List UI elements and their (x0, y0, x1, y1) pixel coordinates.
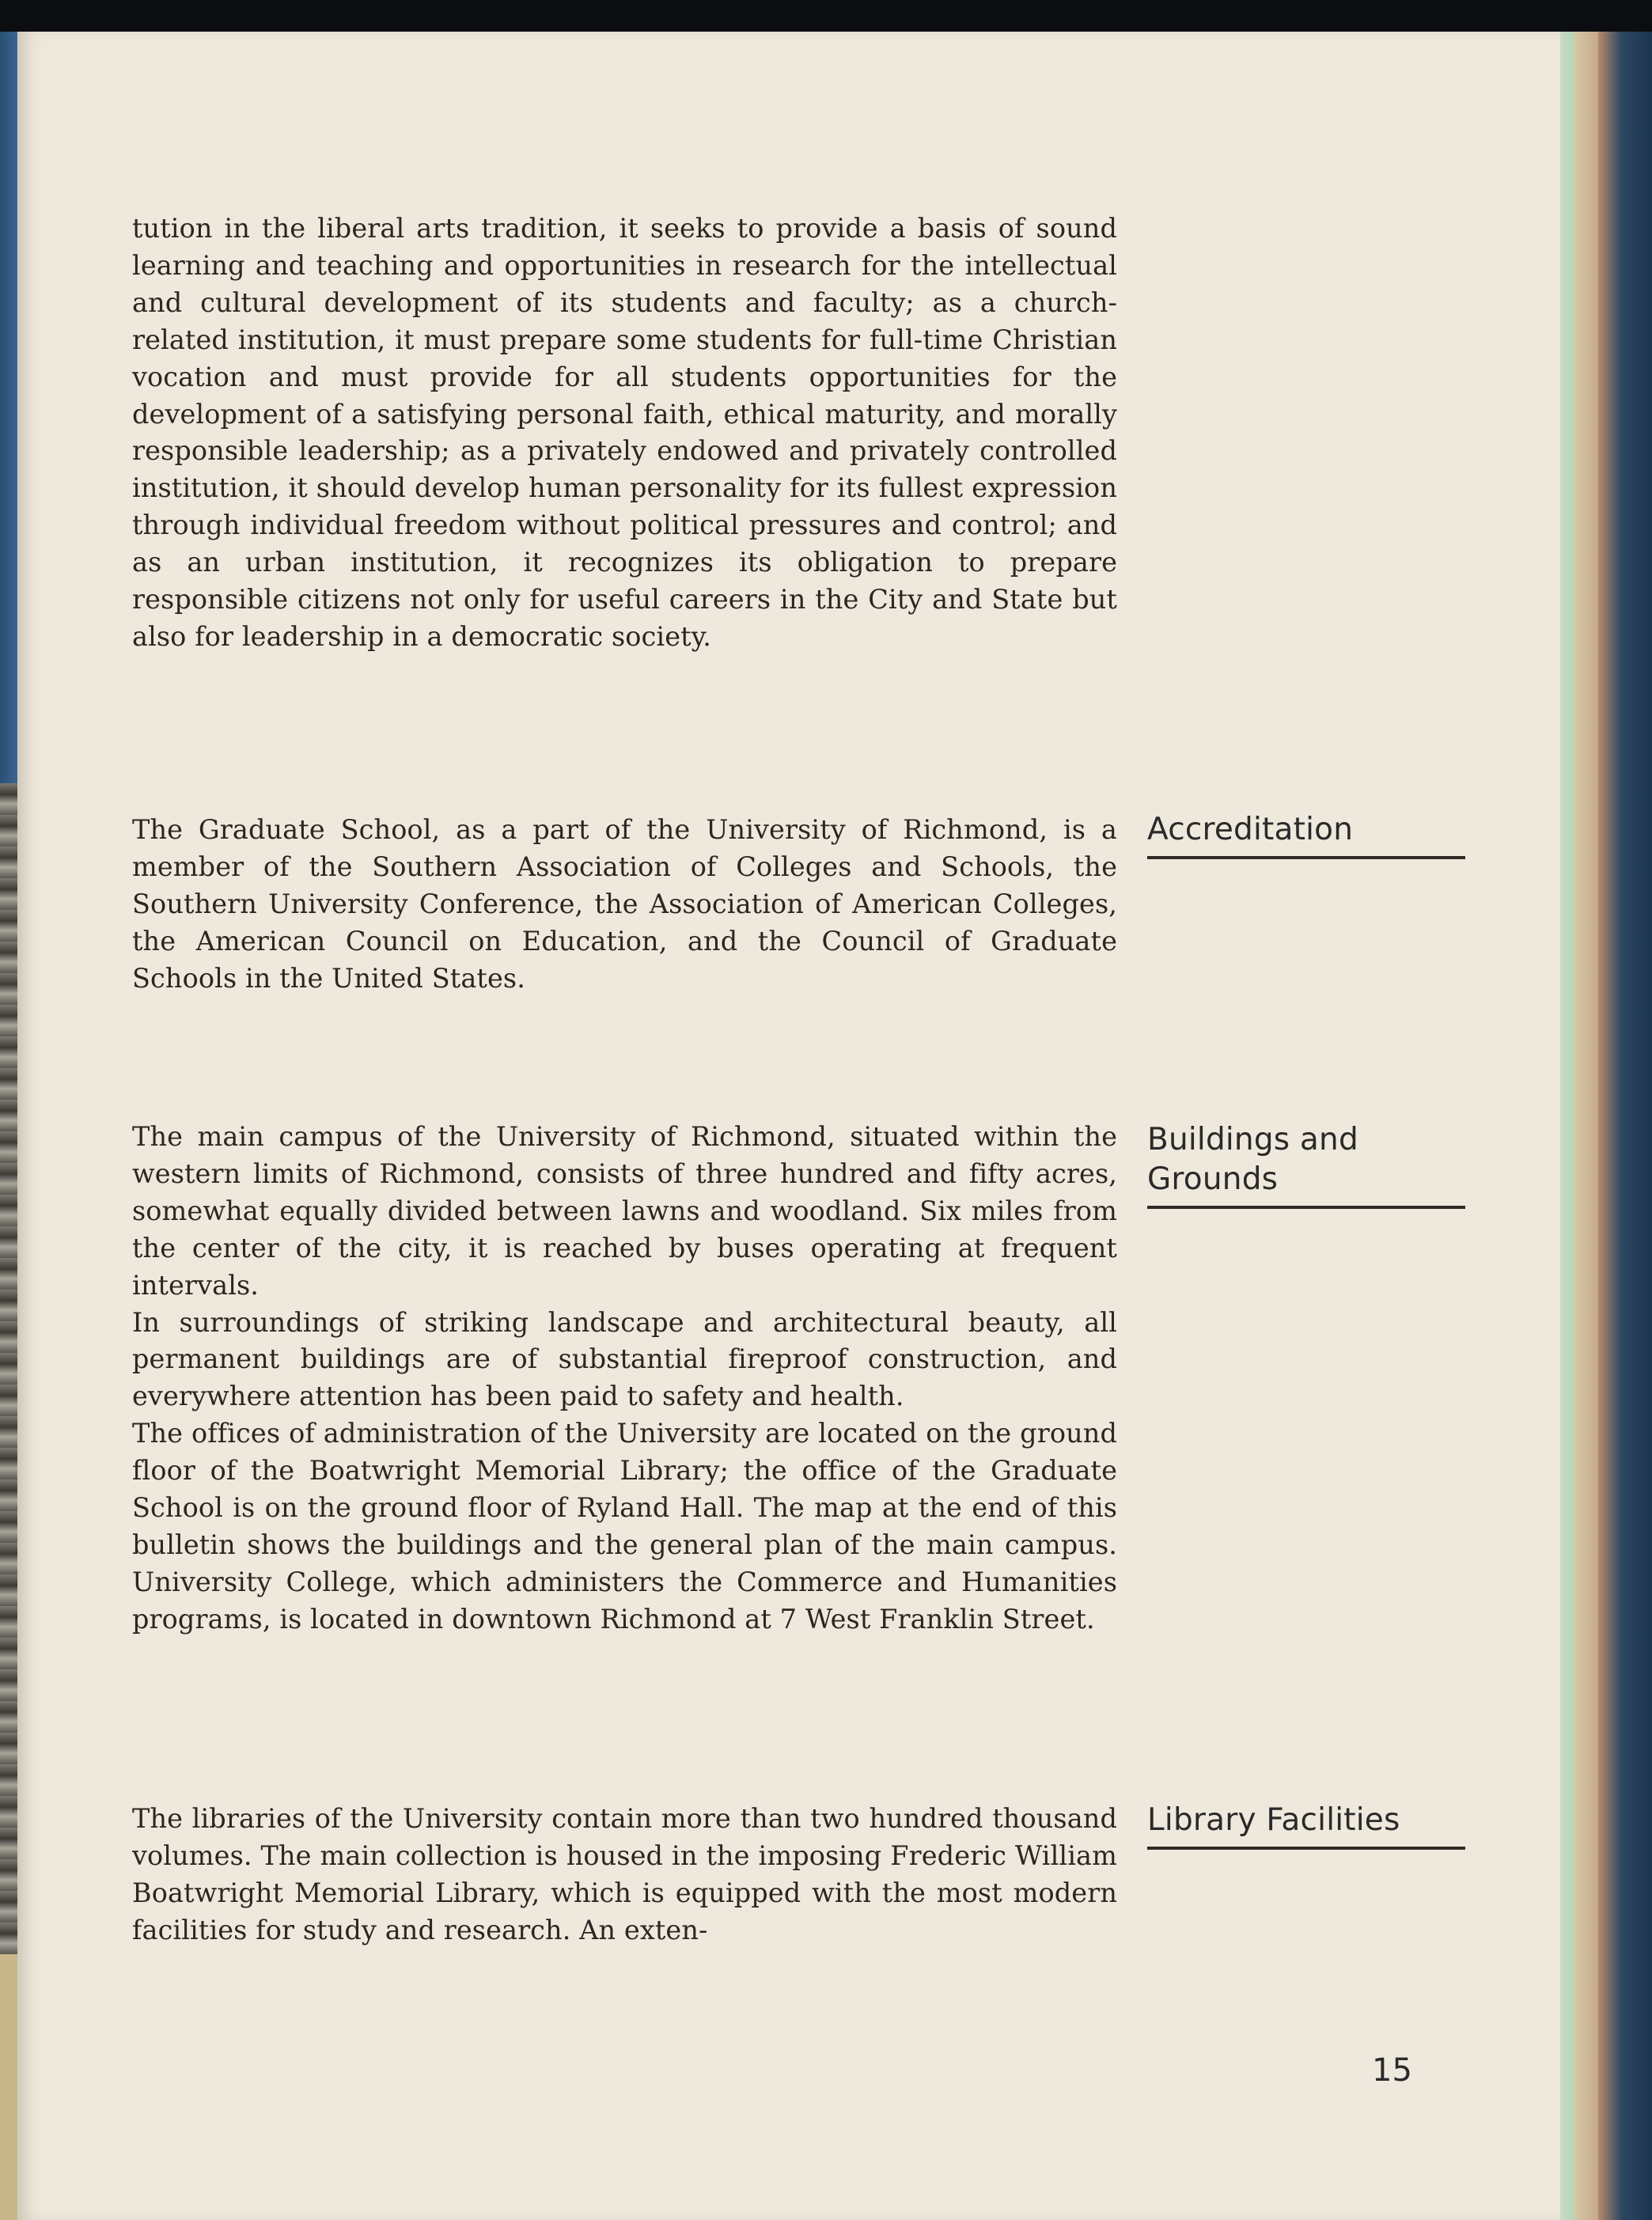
book-page (17, 32, 1560, 2220)
accreditation-section (132, 812, 1117, 998)
page-number: 15 (1372, 2052, 1412, 2089)
buildings-heading (1147, 1120, 1465, 1209)
library-paragraph: The libraries of the University contain more than two hundred thousand volumes. The main collection is housed in the imposing Frederic William Boatwright Memorial Library, which is equipped with the most modern facilities for study and research. An exten- (132, 1803, 1117, 1945)
facing-page-photo-edge (0, 783, 19, 1954)
library-section (132, 1801, 1117, 1949)
mission-paragraph: tution in the liberal arts tradition, it seeks to provide a basis of sound learning and teaching and opportunities in research for the intellectual and cultural development of its students and faculty; as a church-related institution, it must prepare some students for full-time Christian vocation and must provide for all students opportunities for the development of a satisfying personal faith, ethical maturity, and morally responsible leadership; as a privately endowed and privately controlled institution, it should develop human personality for its fullest expression through individual freedom without political pressures and control; and as an urban institution, it recognizes its obligation to prepare responsible citizens not only for useful careers in the City and State but also for leadership in a democratic society. (132, 213, 1117, 652)
buildings-paragraph: In surroundings of striking landscape and architectural beauty, all permanent buildings are of substantial fireproof construction, and everywhere attention has been paid to safety and health. (132, 1306, 1117, 1412)
mission-section (132, 210, 1117, 656)
accreditation-heading-text: Accreditation (1147, 812, 1354, 847)
accreditation-paragraph: The Graduate School, as a part of the University of Richmond, is a member of the Southern Association of Colleges and Schools, the Southern University Conference, the Association of American Colleges, the American Council on Education, and the Council of Graduate Schools in the United States. (132, 814, 1117, 994)
page-stack-right-edge (1551, 32, 1652, 2220)
buildings-heading-line2: Grounds (1147, 1161, 1279, 1197)
buildings-paragraph: The main campus of the University of Richmond, situated within the western limits of Richmond, consists of three hundred and fifty acres, somewhat equally divided between lawns and woodland. Six miles from the center of the city, it is reached by buses operating at frequent intervals. (132, 1121, 1117, 1301)
heading-rule (1147, 1847, 1465, 1850)
buildings-heading-line1: Buildings and (1147, 1122, 1358, 1157)
library-heading-text: Library Facilities (1147, 1802, 1400, 1838)
library-heading (1147, 1801, 1465, 1850)
heading-rule (1147, 856, 1465, 859)
buildings-section (132, 1119, 1117, 1638)
accreditation-heading (1147, 810, 1465, 859)
heading-rule (1147, 1206, 1465, 1209)
buildings-paragraph: The offices of administration of the University are located on the ground floor of the Boatwright Memorial Library; the office of the Graduate School is on the ground floor of Ryland Hall. The map at the end of this bulletin shows the buildings and the general plan of the main campus. University College, which administers the Commerce and Humanities programs, is located in downtown Richmond at 7 West Franklin Street. (132, 1418, 1117, 1635)
